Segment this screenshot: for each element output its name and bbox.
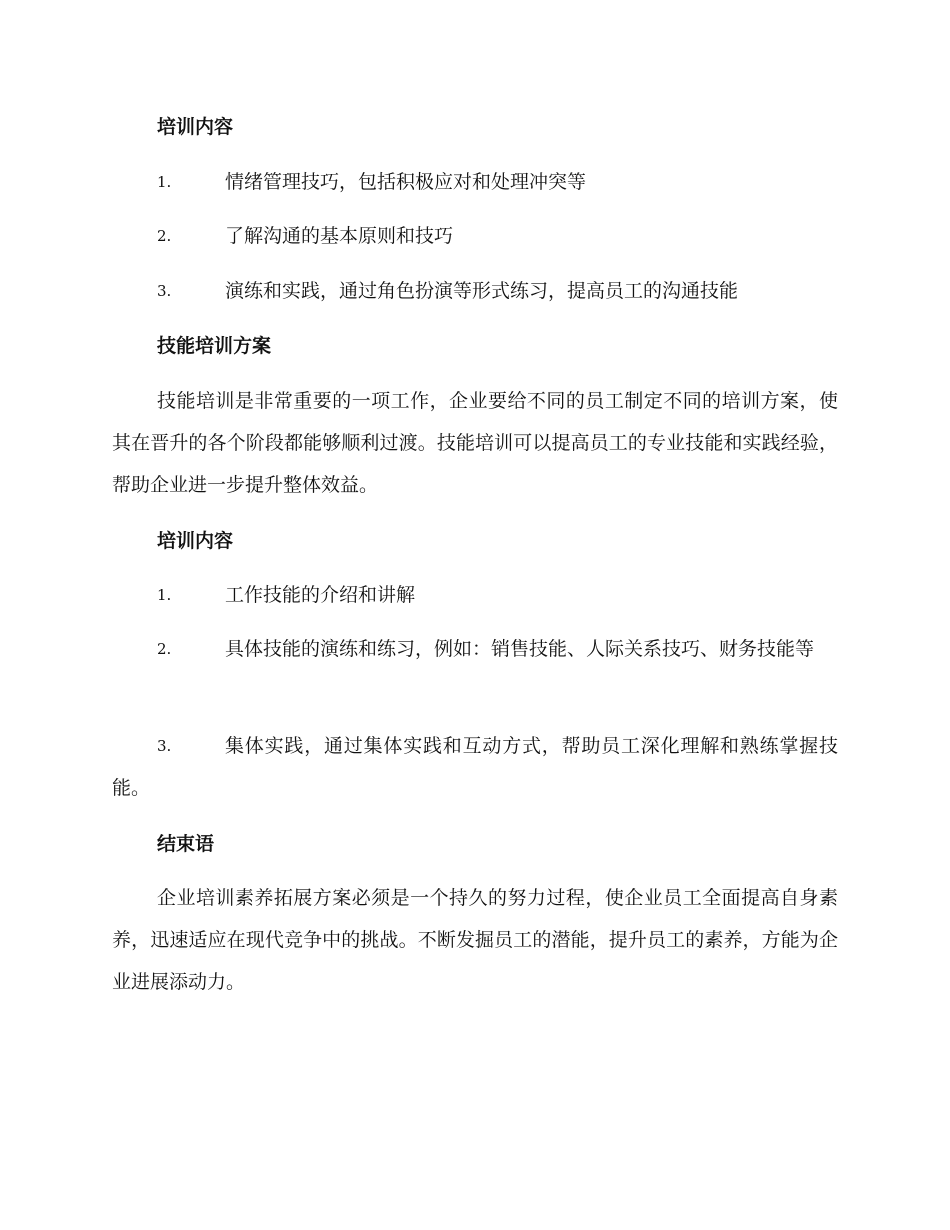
list-number: 3. [157, 282, 172, 300]
list-item-text: 情绪管理技巧，包括积极应对和处理冲突等 [225, 171, 587, 193]
list-number: 1. [157, 173, 172, 191]
list-item-text: 演练和实践，通过角色扮演等形式练习，提高员工的沟通技能 [225, 280, 739, 302]
list-number: 1. [157, 586, 172, 604]
list-item [112, 725, 838, 809]
body-paragraph: 技能培训是非常重要的一项工作，企业要给不同的员工制定不同的培训方案，使其在晋升的各个阶段都能够顺利过渡。技能培训可以提高员工的专业技能和实践经验，帮助企业进一步提升整体效益。 [112, 390, 838, 496]
list-item-text: 具体技能的演练和练习，例如：销售技能、人际关系技巧、财务技能等 [225, 638, 815, 660]
list-item-text: 了解沟通的基本原则和技巧 [225, 225, 454, 247]
list-item-text: 集体实践，通过集体实践和互动方式，帮助员工深化理解和熟练掌握技能。 [112, 735, 838, 799]
section-heading-training-content: 培训内容 [157, 116, 234, 138]
section-heading-conclusion: 结束语 [157, 833, 215, 855]
list-item [112, 161, 838, 203]
list-number: 2. [157, 227, 172, 245]
list-number: 2. [157, 640, 172, 658]
list-item [112, 270, 838, 312]
list-item [112, 628, 838, 670]
body-paragraph: 企业培训素养拓展方案必须是一个持久的努力过程，使企业员工全面提高自身素养，迅速适应在现代竞争中的挑战。不断发掘员工的潜能，提升员工的素养，方能为企业进展添动力。 [112, 887, 838, 993]
list-item-text: 工作技能的介绍和讲解 [225, 584, 416, 606]
section-heading-training-content: 培训内容 [157, 530, 234, 552]
section-heading-skills-plan: 技能培训方案 [157, 335, 272, 357]
list-item [112, 215, 838, 257]
list-item [112, 574, 838, 616]
list-number: 3. [157, 737, 172, 755]
